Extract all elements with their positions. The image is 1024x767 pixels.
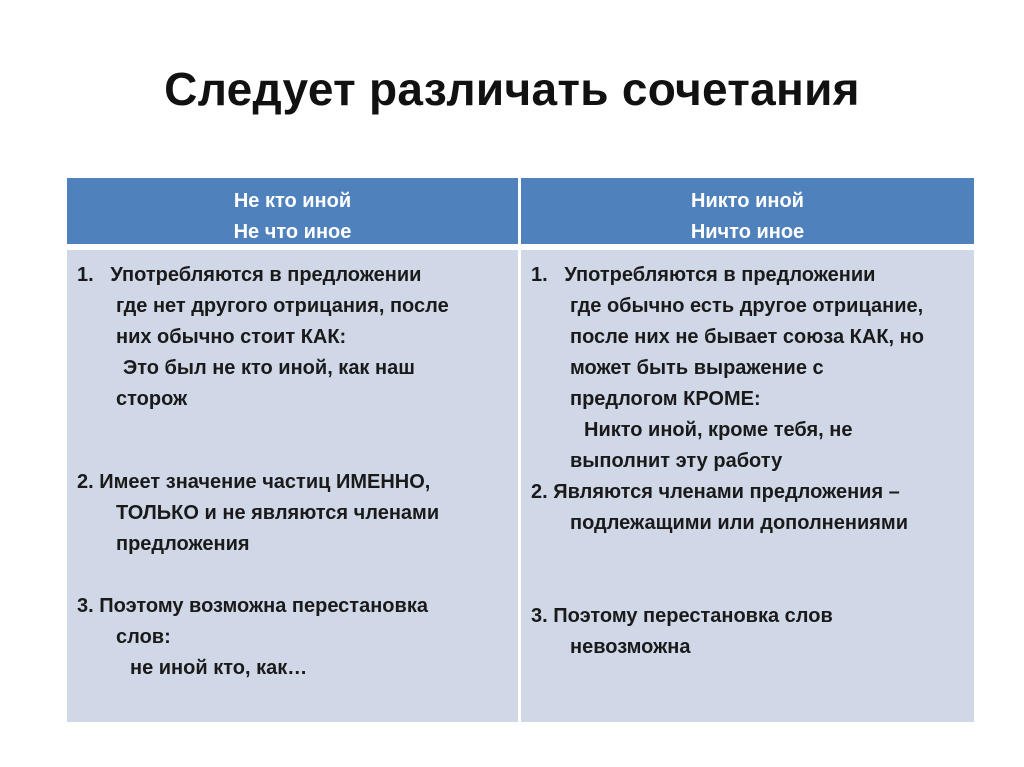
right-item-3-line-2: невозможна [570,636,691,658]
left-item-3-example-1: не иной кто, как… [130,657,308,679]
left-item-1-example-2: сторож [116,388,188,410]
left-column [67,178,518,722]
left-item-1-line-1: Употребляются в предложении [110,264,422,286]
left-item-2-line-2: ТОЛЬКО и не являются членами [116,502,440,524]
right-item-1-line-1: Употребляются в предложении [564,264,876,286]
left-item-3-marker: 3. [77,595,94,617]
right-item-1 [531,260,964,477]
left-item-1 [77,260,508,415]
right-item-2-line-2: подлежащими или дополнениями [570,512,908,534]
left-header-line-1: Не кто иной [233,190,352,212]
right-item-2-line-1: Являются членами предложения – [553,481,900,503]
slide-title: Следует различать сочетания [164,63,860,115]
left-item-1-line-2: где нет другого отрицания, после [116,295,449,317]
right-item-1-line-3: после них не бывает союза КАК, но [570,326,924,348]
right-item-2-marker: 2. [531,481,548,503]
right-column [521,178,974,722]
left-column-header [67,178,518,247]
right-item-3 [531,601,964,663]
right-item-1-line-4: может быть выражение с [570,357,824,379]
right-header-line-2: Ничто иное [690,221,805,243]
left-item-2-marker: 2. [77,471,94,493]
left-item-1-example-1: Это был не кто иной, как наш [123,357,415,379]
comparison-table [67,178,974,722]
left-header-line-2: Не что иное [233,221,352,243]
left-item-2-line-1: Имеет значение частиц ИМЕННО, [99,471,431,493]
right-item-1-example-1: Никто иной, кроме тебя, не [584,419,853,441]
left-item-2 [77,467,508,560]
right-item-1-example-2: выполнит эту работу [570,450,783,472]
right-item-1-line-5: предлогом КРОМЕ: [570,388,761,410]
right-item-1-line-2: где обычно есть другое отрицание, [570,295,924,317]
left-item-1-marker: 1. [77,264,94,286]
left-column-body [67,250,518,722]
right-column-body [521,250,974,722]
right-header-line-1: Никто иной [691,190,804,212]
right-item-3-line-1: Поэтому перестановка слов [553,605,833,627]
right-column-header [521,178,974,247]
left-item-3-line-1: Поэтому возможна перестановка [99,595,428,617]
left-item-2-line-3: предложения [116,533,250,555]
right-item-3-marker: 3. [531,605,548,627]
right-item-1-marker: 1. [531,264,548,286]
right-item-2 [531,477,964,539]
left-item-3-line-2: слов: [116,626,171,648]
left-item-3 [77,591,508,684]
left-item-1-line-3: них обычно стоит КАК: [116,326,347,348]
